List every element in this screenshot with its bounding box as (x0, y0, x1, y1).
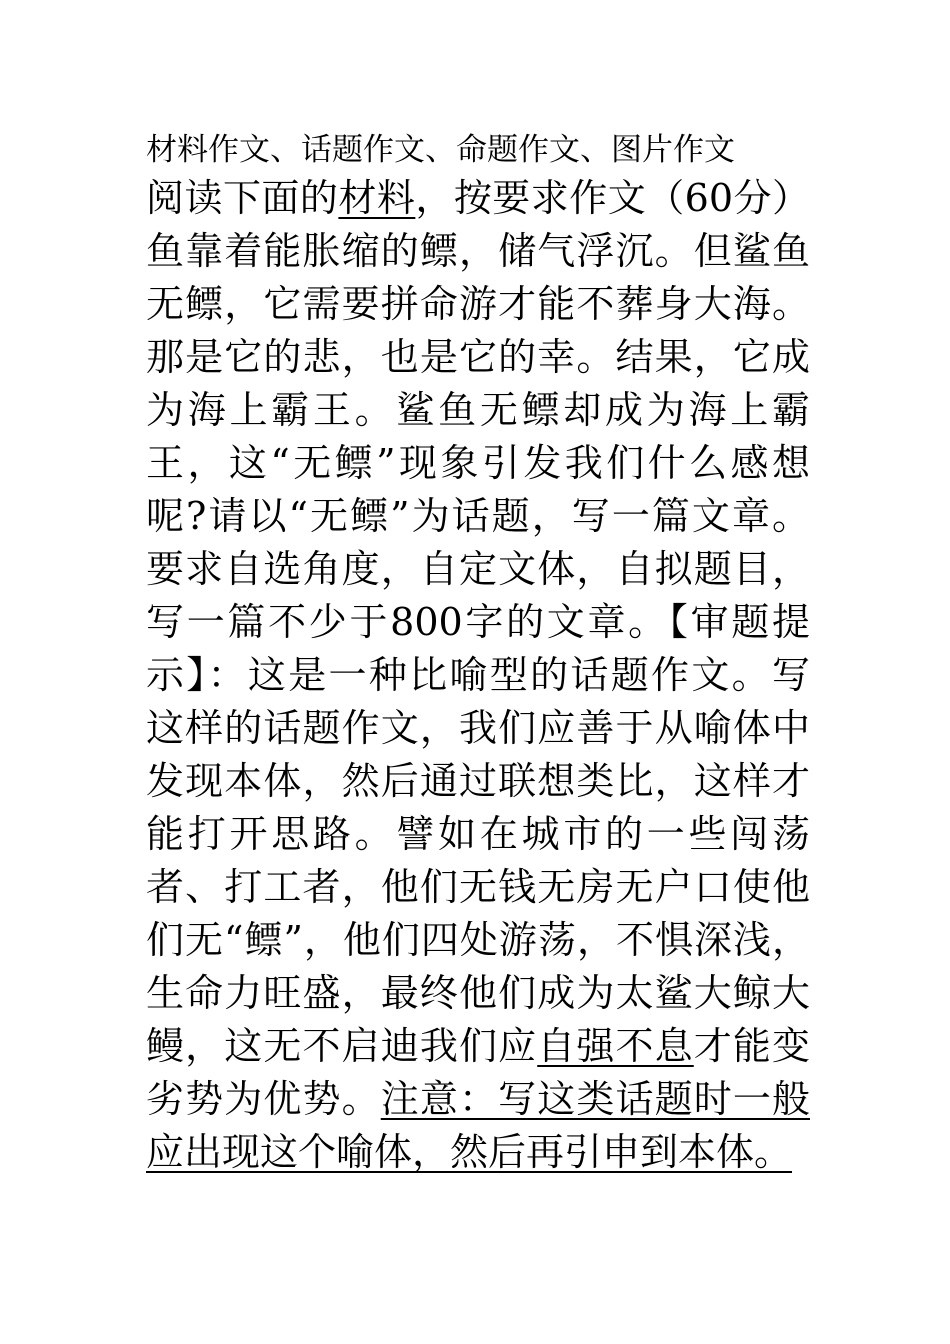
document-page (146, 128, 810, 1179)
material-link[interactable]: 材料 (338, 176, 416, 220)
hint-text-end: 才能变劣势为优势。 (146, 1024, 810, 1121)
hint-text: 【审题提示】：这是一种比喻型的话题作文。写这样的话题作文，我们应善于从喻体中发现本体，然后通过联想类比，这样才能打开思路。譬如在城市的一些闯荡者、打工者，他们无钱无房无户口使他们无“鳔”，他们四处游荡，不惧深浅，生命力旺盛，最终他们成为太鲨大鲸大鳗，这无不启迪我们应 (146, 600, 810, 1068)
prompt-text: ，按要求作文（60分）鱼靠着能胀缩的鳔，储气浮沉。但鲨鱼无鳔，它需要拼命游才能不葬身大海。那是它的悲，也是它的幸。结果，它成为海上霸王。鲨鱼无鳔却成为海上霸王，这“无鳔”现象引发我们什么感想呢?请以“无鳔”为话题，写一篇文章。要求自选角度，自定文体，自拟题目，写一篇不少于800字的文章。 (146, 176, 810, 644)
note-text: 注意：写这类话题时一般应出现这个喻体，然后再引申到本体。 (146, 1077, 810, 1174)
document-subtitle: 材料作文、话题作文、命题作文、图片作文 (146, 132, 735, 168)
prompt-intro: 阅读下面的 (146, 176, 339, 220)
document-body (146, 172, 810, 1179)
hint-underlined-phrase: 自强不息 (537, 1024, 694, 1068)
